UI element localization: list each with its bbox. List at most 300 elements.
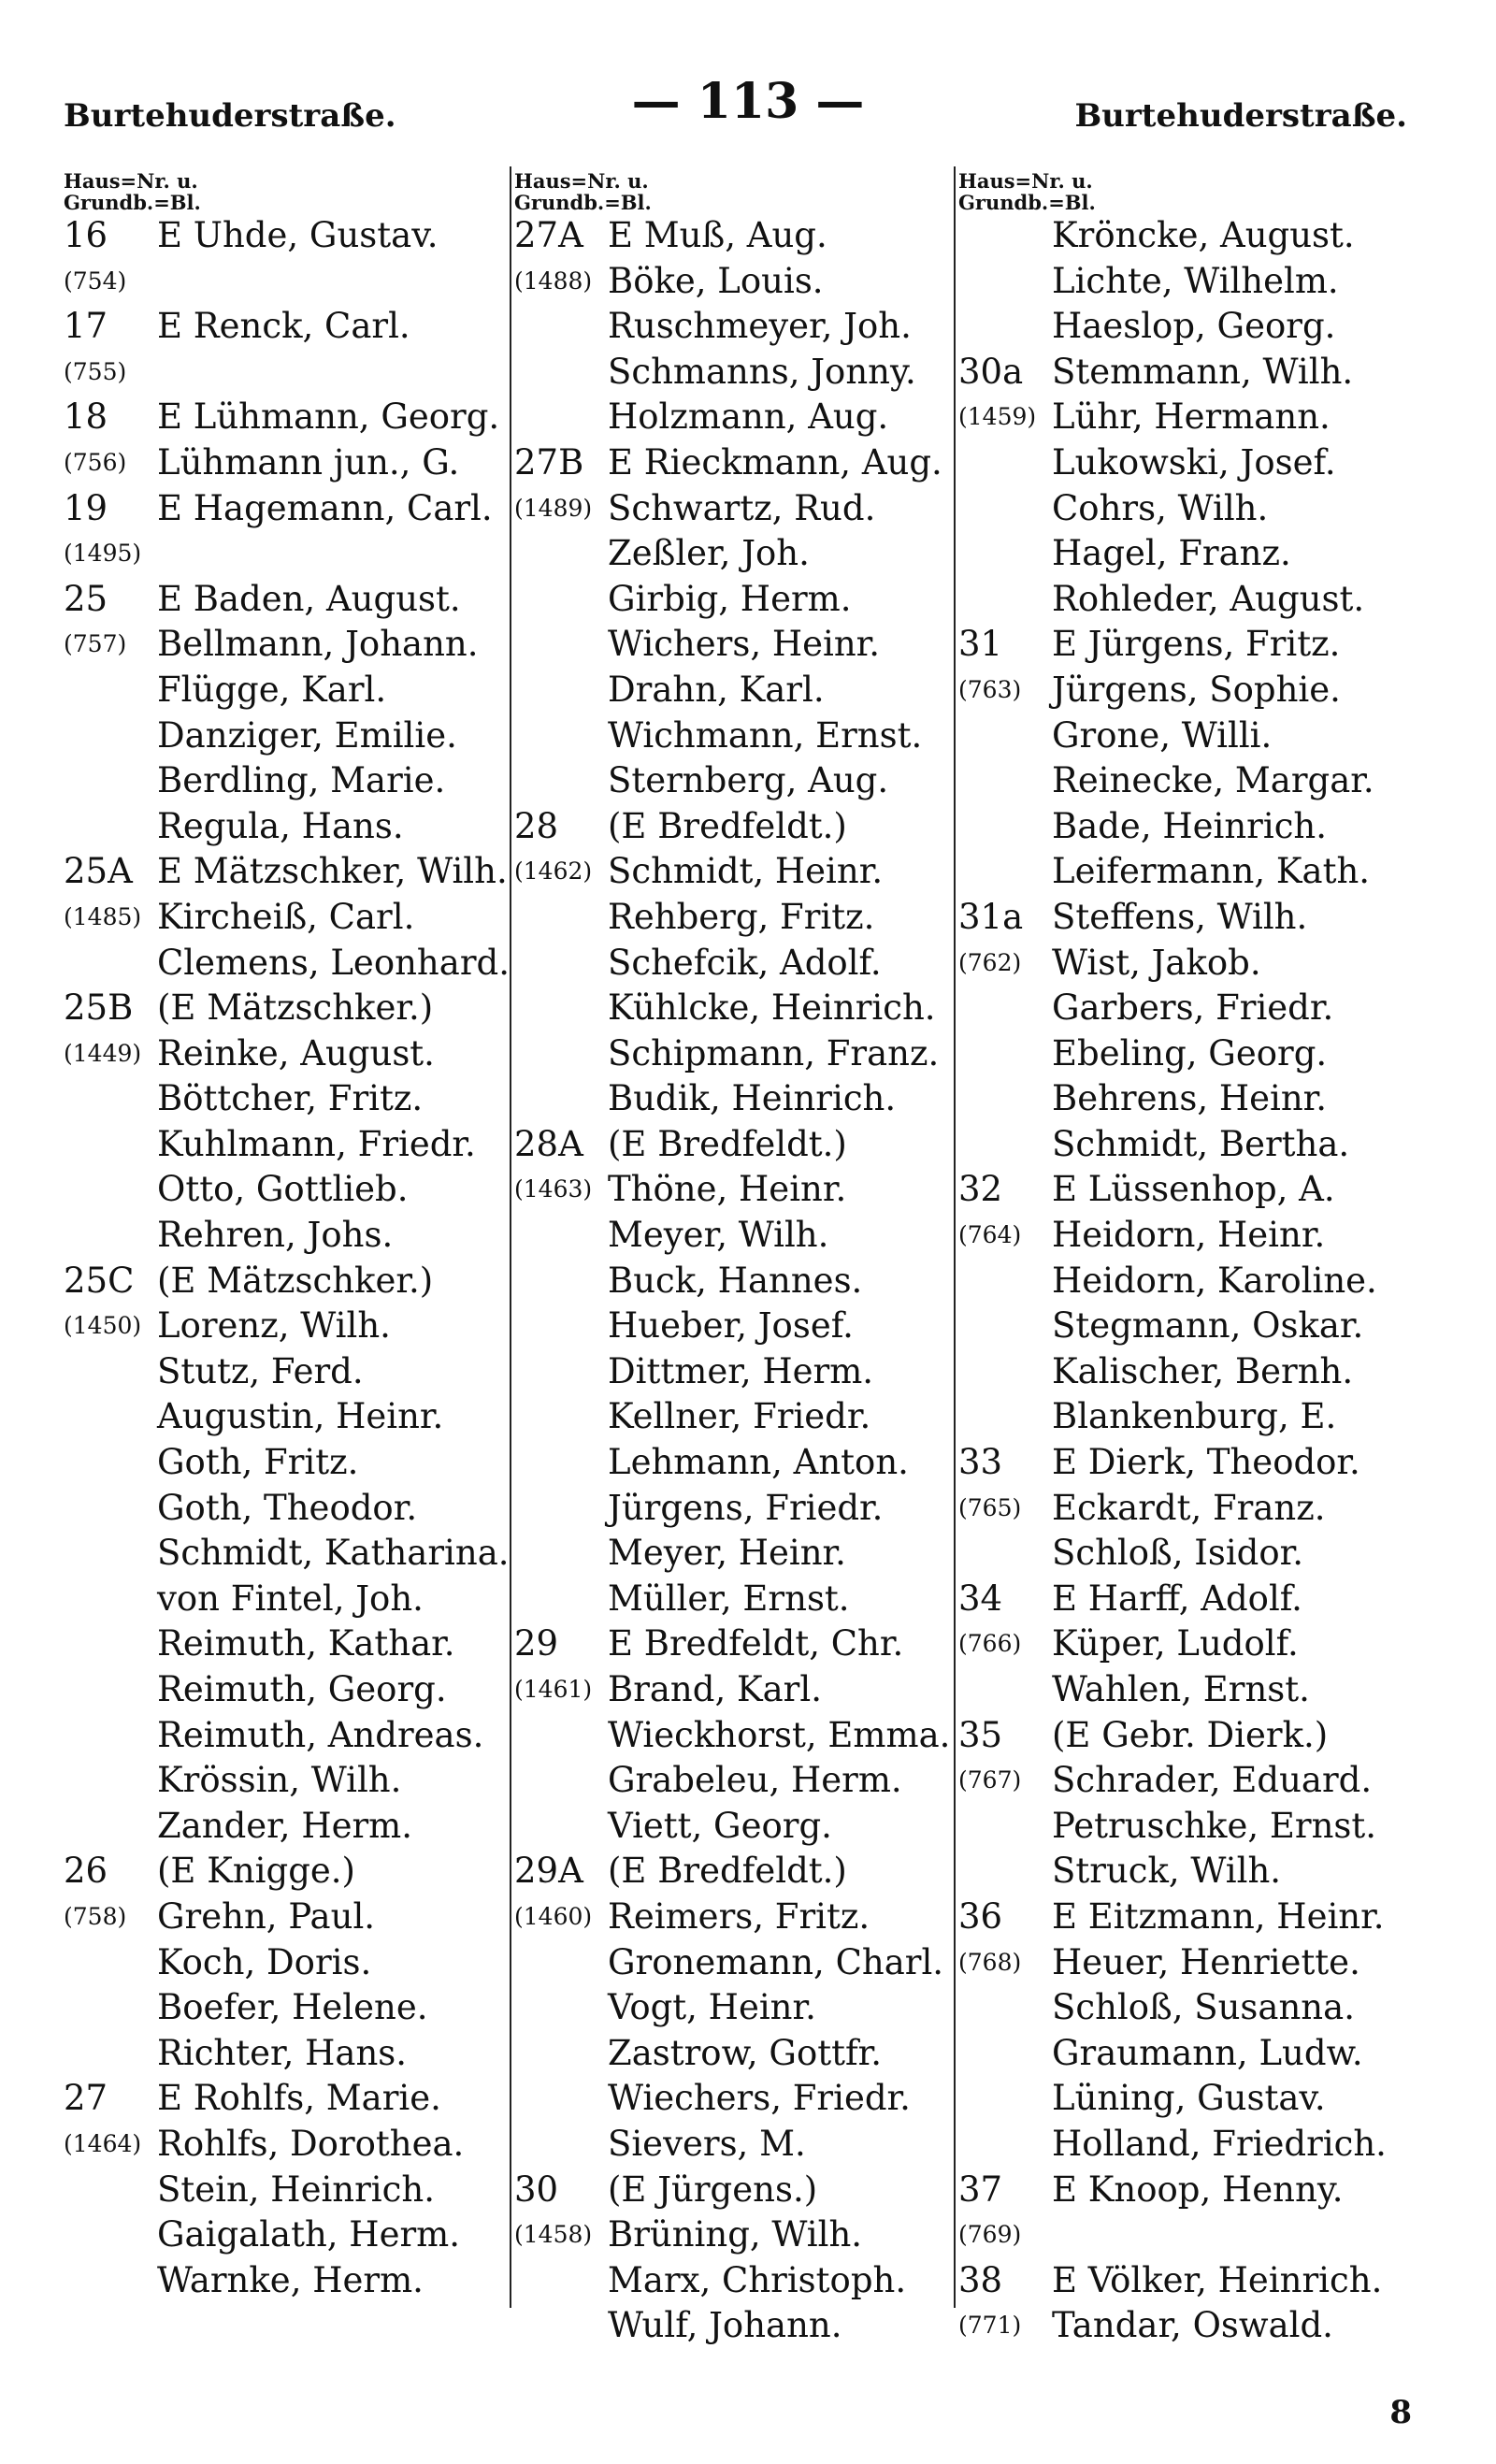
resident-name: Gaigalath, Herm. bbox=[157, 2214, 461, 2255]
land-register-number: (764) bbox=[958, 1221, 1022, 1249]
resident-name: Böke, Louis. bbox=[608, 260, 824, 301]
resident-name: (E Bredfeldt.) bbox=[608, 1851, 847, 1892]
resident-name: Zander, Herm. bbox=[157, 1805, 413, 1846]
resident-name: (E Mätzschker.) bbox=[157, 987, 434, 1029]
resident-name: Lichte, Wilhelm. bbox=[1052, 260, 1339, 301]
resident-name: Blankenburg, E. bbox=[1052, 1396, 1337, 1437]
resident-name: E Mätzschker, Wilh. bbox=[157, 851, 508, 892]
resident-name: Schefcik, Adolf. bbox=[608, 942, 882, 983]
directory-entry bbox=[958, 531, 1426, 577]
directory-entry bbox=[64, 1758, 512, 1804]
resident-name: Reinecke, Margar. bbox=[1052, 760, 1374, 801]
directory-entry bbox=[958, 1804, 1426, 1850]
land-register-number: (767) bbox=[958, 1766, 1022, 1794]
resident-name: Rehren, Johs. bbox=[157, 1215, 394, 1256]
directory-entry bbox=[514, 1259, 954, 1304]
resident-name: E Renck, Carl. bbox=[157, 306, 410, 347]
directory-entry bbox=[514, 1621, 954, 1667]
house-number: 27A bbox=[514, 215, 583, 255]
directory-entry bbox=[514, 1167, 954, 1213]
house-number: 32 bbox=[958, 1169, 1003, 1210]
directory-entry bbox=[514, 1213, 954, 1259]
house-number: 31 bbox=[958, 624, 1003, 665]
directory-entry bbox=[958, 895, 1426, 941]
land-register-number: (1485) bbox=[64, 902, 142, 930]
resident-name: Steffens, Wilh. bbox=[1052, 896, 1308, 937]
land-register-number: (1460) bbox=[514, 1902, 593, 1930]
land-register-number: (1495) bbox=[64, 540, 142, 568]
resident-name: Sternberg, Aug. bbox=[608, 760, 889, 801]
house-number: 37 bbox=[958, 2169, 1003, 2210]
resident-name: Heidorn, Heinr. bbox=[1052, 1215, 1326, 1256]
resident-name: E Jürgens, Fritz. bbox=[1052, 624, 1341, 665]
directory-entry bbox=[514, 440, 954, 486]
land-register-number: (1462) bbox=[514, 857, 593, 886]
directory-entry bbox=[64, 1440, 512, 1486]
resident-name: Lühr, Hermann. bbox=[1052, 396, 1331, 438]
directory-entry bbox=[958, 1713, 1426, 1759]
directory-entry bbox=[64, 1394, 512, 1440]
directory-entry bbox=[958, 1076, 1426, 1122]
resident-name: Bade, Heinrich. bbox=[1052, 805, 1328, 846]
resident-name: Wulf, Johann. bbox=[608, 2305, 842, 2346]
resident-name: Holland, Friedrich. bbox=[1052, 2123, 1387, 2164]
directory-entry bbox=[64, 1895, 512, 1940]
column-heading bbox=[514, 170, 954, 213]
house-number: 17 bbox=[64, 306, 108, 347]
land-register-number: (762) bbox=[958, 948, 1022, 976]
resident-name: E Bredfeldt, Chr. bbox=[608, 1623, 904, 1664]
directory-entry bbox=[958, 1667, 1426, 1713]
resident-name: Schipmann, Franz. bbox=[608, 1032, 940, 1073]
directory-entry bbox=[958, 577, 1426, 623]
resident-name: E Lüssenhop, A. bbox=[1052, 1169, 1335, 1210]
column-heading-line: Haus=Nr. u. bbox=[958, 169, 1093, 193]
column-heading-line: Grundb.=Bl. bbox=[64, 191, 201, 214]
resident-name: E Eitzmann, Heinr. bbox=[1052, 1895, 1385, 1937]
directory-entry bbox=[958, 1895, 1426, 1940]
resident-name: Dittmer, Herm. bbox=[608, 1350, 874, 1391]
directory-entry bbox=[958, 2122, 1426, 2168]
directory-entry bbox=[514, 668, 954, 713]
resident-name: Jürgens, Friedr. bbox=[608, 1487, 884, 1528]
land-register-number: (763) bbox=[958, 675, 1022, 703]
resident-name: Graumann, Ludw. bbox=[1052, 2032, 1363, 2073]
directory-entry bbox=[958, 440, 1426, 486]
resident-name: Kircheiß, Carl. bbox=[157, 896, 415, 937]
resident-name: Hueber, Josef. bbox=[608, 1305, 854, 1347]
resident-name: Heuer, Henriette. bbox=[1052, 1941, 1360, 1982]
directory-entry bbox=[514, 1804, 954, 1850]
resident-name: E Uhde, Gustav. bbox=[157, 215, 439, 255]
resident-name: Goth, Fritz. bbox=[157, 1442, 359, 1483]
directory-entry bbox=[64, 213, 512, 259]
resident-name: Schwartz, Rud. bbox=[608, 487, 876, 528]
resident-name: Kellner, Friedr. bbox=[608, 1396, 871, 1437]
directory-entry bbox=[958, 1304, 1426, 1349]
resident-name: Kröncke, August. bbox=[1052, 215, 1355, 255]
resident-name: Wist, Jakob. bbox=[1052, 942, 1261, 983]
running-head-left: Burtehuderstraße. bbox=[64, 97, 396, 135]
directory-entry bbox=[514, 713, 954, 759]
house-number: 25B bbox=[64, 987, 134, 1029]
resident-name: Regula, Hans. bbox=[157, 805, 404, 846]
land-register-number: (1458) bbox=[514, 2221, 593, 2249]
directory-entry bbox=[64, 2212, 512, 2258]
resident-name: Petruschke, Ernst. bbox=[1052, 1805, 1377, 1846]
column-heading-line: Grundb.=Bl. bbox=[514, 191, 652, 214]
directory-entry bbox=[64, 1849, 512, 1895]
resident-name: Lukowski, Josef. bbox=[1052, 441, 1336, 483]
resident-name: Tandar, Oswald. bbox=[1052, 2305, 1333, 2346]
directory-entry bbox=[64, 531, 512, 577]
house-number: 27B bbox=[514, 441, 584, 483]
land-register-number: (771) bbox=[958, 2312, 1022, 2340]
directory-entry bbox=[64, 1621, 512, 1667]
directory-entry bbox=[64, 1531, 512, 1577]
directory-entry bbox=[514, 1758, 954, 1804]
resident-name: (E Mätzschker.) bbox=[157, 1260, 434, 1301]
resident-name: Kühlcke, Heinrich. bbox=[608, 987, 936, 1029]
resident-name: Haeslop, Georg. bbox=[1052, 306, 1336, 347]
directory-entry bbox=[64, 986, 512, 1031]
resident-name: Stegmann, Oskar. bbox=[1052, 1305, 1364, 1347]
house-number: 26 bbox=[64, 1851, 108, 1892]
directory-entry bbox=[64, 1304, 512, 1349]
directory-entry bbox=[958, 1486, 1426, 1532]
house-number: 29 bbox=[514, 1623, 559, 1664]
directory-entry bbox=[64, 2122, 512, 2168]
resident-name: Holzmann, Aug. bbox=[608, 396, 889, 438]
directory-entry bbox=[958, 1531, 1426, 1577]
directory-entry bbox=[514, 804, 954, 850]
resident-name: Warnke, Herm. bbox=[157, 2259, 424, 2300]
directory-entry bbox=[64, 440, 512, 486]
resident-name: Berdling, Marie. bbox=[157, 760, 446, 801]
house-number: 27 bbox=[64, 2078, 108, 2119]
directory-entry bbox=[958, 213, 1426, 259]
house-number: 35 bbox=[958, 1714, 1003, 1755]
resident-name: Eckardt, Franz. bbox=[1052, 1487, 1326, 1528]
column-heading bbox=[958, 170, 1426, 213]
directory-entry bbox=[514, 2122, 954, 2168]
directory-entry bbox=[64, 1076, 512, 1122]
page-header bbox=[0, 73, 1496, 138]
house-number: 19 bbox=[64, 487, 108, 528]
resident-name: Krössin, Wilh. bbox=[157, 1760, 402, 1801]
house-number: 38 bbox=[958, 2259, 1003, 2300]
directory-entry bbox=[64, 668, 512, 713]
resident-name: Hagel, Franz. bbox=[1052, 533, 1291, 574]
resident-name: E Harff, Adolf. bbox=[1052, 1578, 1302, 1619]
resident-name: (E Jürgens.) bbox=[608, 2169, 818, 2210]
house-number: 25A bbox=[64, 851, 133, 892]
directory-entry bbox=[64, 2031, 512, 2077]
resident-name: Wahlen, Ernst. bbox=[1052, 1669, 1310, 1709]
resident-name: Küper, Ludolf. bbox=[1052, 1623, 1299, 1664]
directory-entry bbox=[514, 758, 954, 804]
resident-name: Clemens, Leonhard. bbox=[157, 942, 510, 983]
directory-entry bbox=[958, 1259, 1426, 1304]
resident-name: Cohrs, Wilh. bbox=[1052, 487, 1269, 528]
directory-entry bbox=[64, 259, 512, 305]
directory-entry bbox=[514, 1076, 954, 1122]
column-heading bbox=[64, 170, 512, 213]
land-register-number: (769) bbox=[958, 2221, 1022, 2249]
resident-name: Stemmann, Wilh. bbox=[1052, 351, 1354, 392]
house-number: 33 bbox=[958, 1442, 1003, 1483]
resident-name: E Dierk, Theodor. bbox=[1052, 1442, 1360, 1483]
directory-entry bbox=[958, 1758, 1426, 1804]
directory-entry bbox=[64, 1213, 512, 1259]
directory-entry bbox=[958, 1122, 1426, 1168]
directory-entry bbox=[958, 1031, 1426, 1077]
resident-name: Vogt, Heinr. bbox=[608, 1987, 816, 2028]
land-register-number: (1459) bbox=[958, 403, 1037, 431]
page-number: — 113 — bbox=[631, 73, 865, 130]
directory-entry bbox=[514, 1031, 954, 1077]
resident-name: Budik, Heinrich. bbox=[608, 1078, 897, 1119]
resident-name: Schmidt, Heinr. bbox=[608, 851, 884, 892]
directory-entry bbox=[514, 304, 954, 350]
directory-entry bbox=[958, 350, 1426, 396]
resident-name: Boefer, Helene. bbox=[157, 1987, 428, 2028]
house-number: 30 bbox=[514, 2169, 559, 2210]
resident-name: Lüning, Gustav. bbox=[1052, 2078, 1326, 2119]
resident-name: Reimers, Fritz. bbox=[608, 1895, 870, 1937]
resident-name: Grone, Willi. bbox=[1052, 714, 1273, 756]
directory-entry bbox=[958, 804, 1426, 850]
resident-name: Zeßler, Joh. bbox=[608, 533, 810, 574]
resident-name: Marx, Christoph. bbox=[608, 2259, 907, 2300]
directory-entry bbox=[64, 2168, 512, 2213]
directory-entry bbox=[514, 486, 954, 532]
resident-name: Rohleder, August. bbox=[1052, 578, 1365, 619]
resident-name: Otto, Gottlieb. bbox=[157, 1169, 409, 1210]
resident-name: Ebeling, Georg. bbox=[1052, 1032, 1328, 1073]
directory-entry bbox=[64, 941, 512, 987]
resident-name: Lorenz, Wilh. bbox=[157, 1305, 391, 1347]
resident-name: Stutz, Ferd. bbox=[157, 1350, 364, 1391]
house-number: 25 bbox=[64, 578, 108, 619]
directory-entry bbox=[958, 2031, 1426, 2077]
directory-entry bbox=[958, 395, 1426, 440]
directory-entry bbox=[514, 2076, 954, 2122]
resident-name: Schmidt, Katharina. bbox=[157, 1533, 510, 1574]
land-register-number: (1464) bbox=[64, 2129, 142, 2157]
directory-entry bbox=[514, 895, 954, 941]
directory-entry bbox=[958, 1940, 1426, 1986]
resident-name: E Muß, Aug. bbox=[608, 215, 827, 255]
directory-entry bbox=[958, 1577, 1426, 1622]
resident-name: Kalischer, Bernh. bbox=[1052, 1350, 1354, 1391]
land-register-number: (1449) bbox=[64, 1039, 142, 1067]
land-register-number: (766) bbox=[958, 1630, 1022, 1658]
land-register-number: (1450) bbox=[64, 1312, 142, 1340]
resident-name: Leifermann, Kath. bbox=[1052, 851, 1371, 892]
resident-name: Müller, Ernst. bbox=[608, 1578, 850, 1619]
directory-entry bbox=[514, 1394, 954, 1440]
resident-name: Schrader, Eduard. bbox=[1052, 1760, 1373, 1801]
resident-name: Wichmann, Ernst. bbox=[608, 714, 923, 756]
directory-entry bbox=[64, 713, 512, 759]
directory-entry bbox=[514, 1895, 954, 1940]
directory-entry bbox=[64, 1713, 512, 1759]
directory-entry bbox=[64, 758, 512, 804]
directory-entry bbox=[514, 1713, 954, 1759]
column-heading-line: Grundb.=Bl. bbox=[958, 191, 1096, 214]
resident-name: Lehmann, Anton. bbox=[608, 1442, 909, 1483]
resident-name: (E Bredfeldt.) bbox=[608, 1123, 847, 1164]
directory-entry bbox=[64, 1577, 512, 1622]
directory-entry bbox=[514, 1667, 954, 1713]
resident-name: Meyer, Wilh. bbox=[608, 1215, 829, 1256]
directory-entry bbox=[514, 1849, 954, 1895]
resident-name: Struck, Wilh. bbox=[1052, 1851, 1282, 1892]
directory-entry bbox=[64, 395, 512, 440]
resident-name: Goth, Theodor. bbox=[157, 1487, 418, 1528]
directory-entry bbox=[64, 1667, 512, 1713]
directory-entry bbox=[64, 804, 512, 850]
resident-name: Thöne, Heinr. bbox=[608, 1169, 847, 1210]
resident-name: Richter, Hans. bbox=[157, 2032, 408, 2073]
house-number: 28 bbox=[514, 805, 559, 846]
directory-entry bbox=[958, 1167, 1426, 1213]
resident-name: (E Knigge.) bbox=[157, 1851, 355, 1892]
resident-name: Jürgens, Sophie. bbox=[1052, 669, 1341, 710]
running-head-right: Burtehuderstraße. bbox=[1074, 97, 1407, 135]
land-register-number: (757) bbox=[64, 630, 127, 658]
resident-name: Rohlfs, Dorothea. bbox=[157, 2123, 465, 2164]
directory-entry bbox=[958, 1849, 1426, 1895]
resident-name: Schmanns, Jonny. bbox=[608, 351, 916, 392]
house-number: 25C bbox=[64, 1260, 135, 1301]
directory-entry bbox=[514, 2212, 954, 2258]
directory-entry bbox=[514, 350, 954, 396]
directory-entry bbox=[64, 2076, 512, 2122]
resident-name: Behrens, Heinr. bbox=[1052, 1078, 1328, 1119]
directory-entry bbox=[514, 1577, 954, 1622]
directory-entry bbox=[64, 622, 512, 668]
resident-name: (E Gebr. Dierk.) bbox=[1052, 1714, 1329, 1755]
directory-entry bbox=[64, 577, 512, 623]
directory-entry bbox=[64, 1804, 512, 1850]
directory-entry bbox=[958, 1349, 1426, 1395]
directory-column-3 bbox=[958, 170, 1426, 2349]
resident-name: Bellmann, Johann. bbox=[157, 624, 479, 665]
directory-entry bbox=[514, 941, 954, 987]
directory-entry bbox=[64, 1985, 512, 2031]
directory-entry bbox=[514, 1440, 954, 1486]
column-heading-line: Haus=Nr. u. bbox=[514, 169, 649, 193]
directory-entry bbox=[514, 849, 954, 895]
directory-entry bbox=[64, 849, 512, 895]
resident-name: Heidorn, Karoline. bbox=[1052, 1260, 1377, 1301]
resident-name: Brüning, Wilh. bbox=[608, 2214, 863, 2255]
resident-name: Koch, Doris. bbox=[157, 1941, 372, 1982]
land-register-number: (758) bbox=[64, 1902, 127, 1930]
directory-entry bbox=[958, 2258, 1426, 2304]
resident-name: Rehberg, Fritz. bbox=[608, 896, 875, 937]
directory-entry bbox=[958, 1440, 1426, 1486]
resident-name: Reinke, August. bbox=[157, 1032, 435, 1073]
resident-name: Zastrow, Gottfr. bbox=[608, 2032, 883, 2073]
directory-entry bbox=[514, 259, 954, 305]
directory-entry bbox=[958, 758, 1426, 804]
directory-entry bbox=[514, 1985, 954, 2031]
resident-name: Schloß, Susanna. bbox=[1052, 1987, 1355, 2028]
resident-name: Reimuth, Kathar. bbox=[157, 1623, 455, 1664]
directory-entry bbox=[64, 486, 512, 532]
resident-name: Schmidt, Bertha. bbox=[1052, 1123, 1350, 1164]
printer-signature: 8 bbox=[1389, 2394, 1412, 2431]
directory-entry bbox=[64, 304, 512, 350]
directory-entry bbox=[514, 395, 954, 440]
land-register-number: (768) bbox=[958, 1948, 1022, 1976]
resident-name: E Knoop, Henny. bbox=[1052, 2169, 1344, 2210]
directory-entry bbox=[64, 1122, 512, 1168]
directory-entry bbox=[958, 2212, 1426, 2258]
resident-name: Wiechers, Friedr. bbox=[608, 2078, 911, 2119]
land-register-number: (1488) bbox=[514, 267, 593, 295]
directory-entry bbox=[958, 2303, 1426, 2349]
resident-name: E Hagemann, Carl. bbox=[157, 487, 493, 528]
resident-name: E Rohlfs, Marie. bbox=[157, 2078, 441, 2119]
resident-name: von Fintel, Joh. bbox=[157, 1578, 424, 1619]
directory-entry bbox=[514, 2258, 954, 2304]
directory-entry bbox=[958, 2076, 1426, 2122]
directory-entry bbox=[64, 1349, 512, 1395]
resident-name: Böttcher, Fritz. bbox=[157, 1078, 424, 1119]
directory-entry bbox=[958, 941, 1426, 987]
directory-entry bbox=[64, 1486, 512, 1532]
directory-entry bbox=[958, 2168, 1426, 2213]
column-divider bbox=[954, 166, 956, 2308]
resident-name: Buck, Hannes. bbox=[608, 1260, 863, 1301]
directory-entry bbox=[514, 1486, 954, 1532]
house-number: 36 bbox=[958, 1895, 1003, 1937]
resident-name: (E Bredfeldt.) bbox=[608, 805, 847, 846]
resident-name: Viett, Georg. bbox=[608, 1805, 832, 1846]
directory-entry bbox=[514, 1122, 954, 1168]
resident-name: Wieckhorst, Emma. bbox=[608, 1714, 951, 1755]
resident-name: Grabeleu, Herm. bbox=[608, 1760, 902, 1801]
directory-entry bbox=[958, 259, 1426, 305]
directory-entry bbox=[64, 350, 512, 396]
house-number: 18 bbox=[64, 396, 108, 438]
directory-entry bbox=[514, 2303, 954, 2349]
resident-name: Drahn, Karl. bbox=[608, 669, 825, 710]
directory-entry bbox=[514, 531, 954, 577]
land-register-number: (754) bbox=[64, 267, 127, 295]
house-number: 34 bbox=[958, 1578, 1003, 1619]
column-heading-line: Haus=Nr. u. bbox=[64, 169, 198, 193]
directory-entry bbox=[514, 577, 954, 623]
directory-entry bbox=[64, 895, 512, 941]
resident-name: Flügge, Karl. bbox=[157, 669, 387, 710]
directory-entry bbox=[958, 622, 1426, 668]
resident-name: E Völker, Heinrich. bbox=[1052, 2259, 1383, 2300]
house-number: 29A bbox=[514, 1851, 583, 1892]
directory-entry bbox=[958, 986, 1426, 1031]
resident-name: E Baden, August. bbox=[157, 578, 461, 619]
directory-entry bbox=[958, 486, 1426, 532]
house-number: 30a bbox=[958, 351, 1024, 392]
directory-entry bbox=[514, 2031, 954, 2077]
resident-name: Grehn, Paul. bbox=[157, 1895, 376, 1937]
house-number: 16 bbox=[64, 215, 108, 255]
resident-name: Schloß, Isidor. bbox=[1052, 1533, 1304, 1574]
